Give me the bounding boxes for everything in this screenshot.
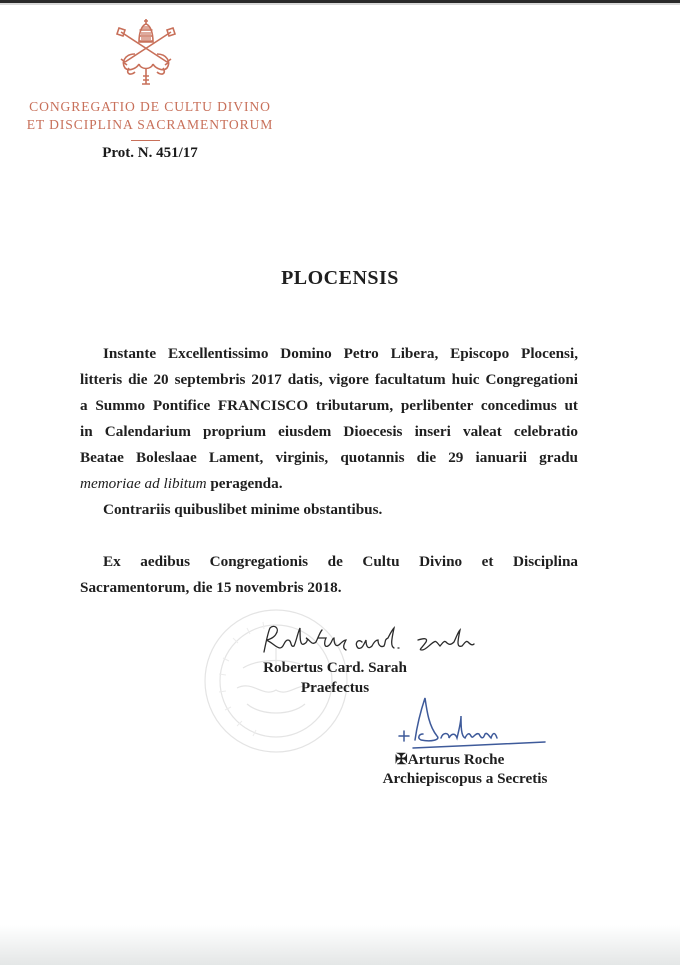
paragraph-dateline [80,549,578,601]
decree-last-line [80,471,578,497]
decree-last-words: peragenda. [206,475,283,492]
decree-line: Beatae Boleslaae Lament, virginis, quotannis die 29 ianuarii gradu [80,449,578,466]
letterhead-line-1: CONGREGATIO DE CULTU DIVINO [29,99,271,114]
signatory-name-roche: ✠Arturus Roche [395,751,505,768]
scan-top-edge-shadow [0,3,680,5]
coat-of-arms-icon [115,18,177,86]
paragraph-decree [80,341,578,497]
paragraph-clause [80,497,578,523]
signatory-name-sarah: Robertus Card. Sarah [263,659,407,676]
scan-bottom-shadow [0,925,680,965]
dateline-line: Sacramentorum, die 15 novembris 2018. [80,579,342,596]
letterhead-line-2: ET DISCIPLINA SACRAMENTORUM [26,117,274,132]
letterhead-divider [131,140,160,141]
signature-roche [395,696,550,754]
decree-line: in Calendarium proprium eiusdem Dioecesis inseri valeat celebratio [80,423,578,440]
signatory-title-sarah: Praefectus [300,679,370,696]
decree-italic-phrase: memoriae ad libitum [80,475,207,492]
decree-line: litteris die 20 septembris 2017 datis, vigore facultatum huic Congregationi [80,371,578,388]
signature-sarah [258,622,478,656]
signatory-title-roche: Archiepiscopus a Secretis [382,770,548,787]
decree-line: a Summo Pontifice FRANCISCO tributarum, perlibenter concedimus ut [80,397,578,414]
protocol-number: Prot. N. 451/17 [102,145,198,161]
document-title: PLOCENSIS [281,267,399,289]
decree-line: Instante Excellentissimo Domino Petro Libera, Episcopo Plocensi, [103,345,578,362]
dateline-line: Ex aedibus Congregationis de Cultu Divino et Disciplina [103,553,578,570]
clause-line: Contrariis quibuslibet minime obstantibus. [103,501,383,518]
